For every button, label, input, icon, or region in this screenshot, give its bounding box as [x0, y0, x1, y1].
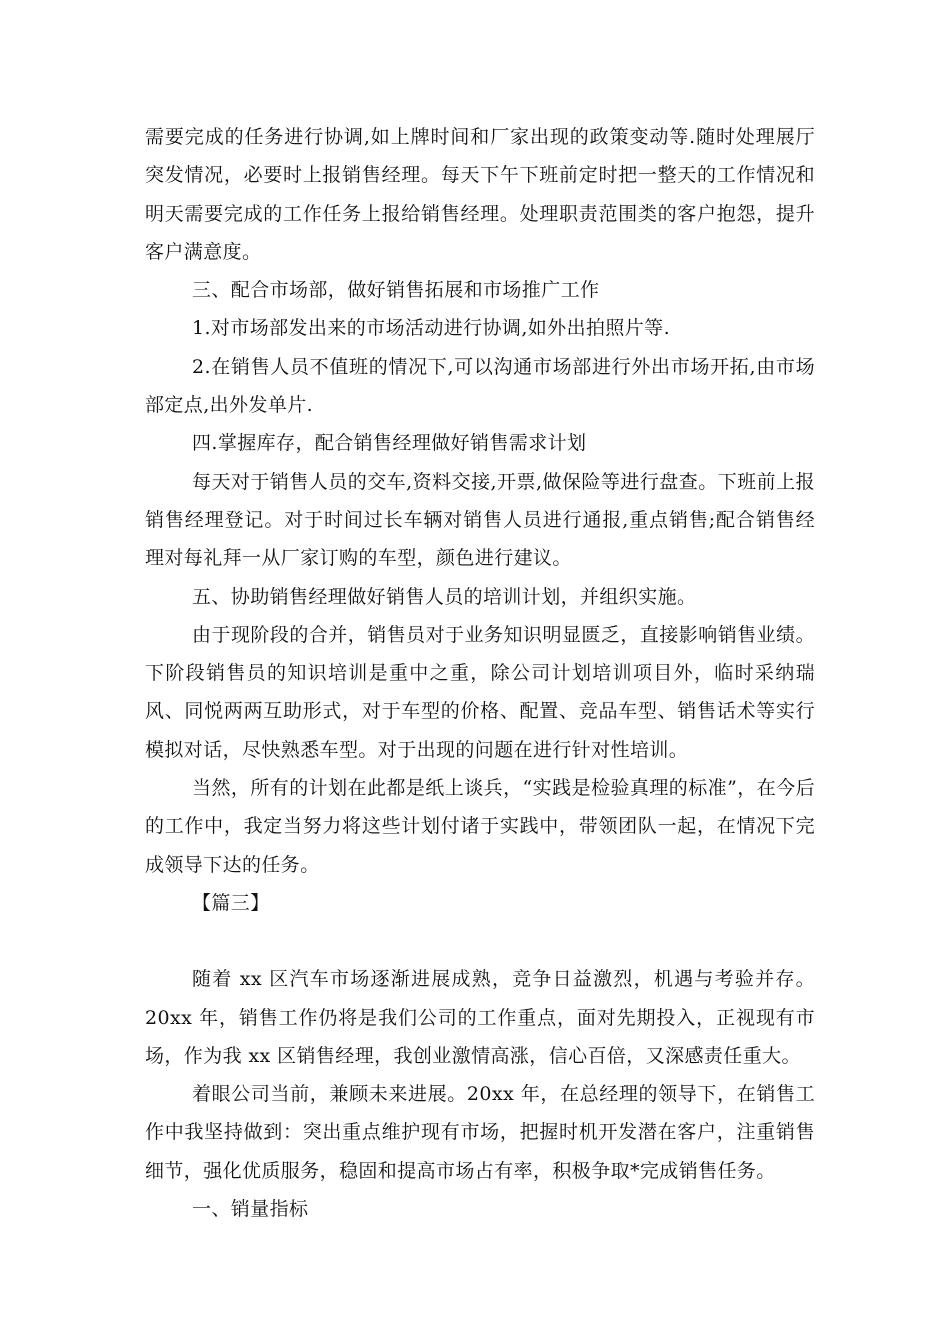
- list-item-2: 2.在销售人员不值班的情况下,可以沟通市场部进行外出市场开拓,由市场部定点,出外发单片.: [145, 355, 815, 417]
- section-heading-sales-target: 一、销量指标: [192, 1198, 309, 1221]
- paragraph-market: 随着 xx 区汽车市场逐渐进展成熟，竞争日益激烈，机遇与考验并存。20xx 年，销售工作仍将是我们公司的工作重点，面对先期投入，正视现有市场，作为我 xx 区销售经理，我创业激情高涨，信心百倍，又深感责任重大。: [145, 968, 815, 1067]
- paragraph-conclusion: 当然，所有的计划在此都是纸上谈兵，“实践是检验真理的标准”，在今后的工作中，我定当努力将这些计划付诸于实践中，带领团队一起，在情况下完成领导下达的任务。: [145, 777, 815, 876]
- part-heading: 【篇三】: [192, 891, 270, 914]
- paragraph-inventory: 每天对于销售人员的交车,资料交接,开票,做保险等进行盘查。下班前上报销售经理登记。对于时间过长车辆对销售人员进行通报,重点销售;配合销售经理对每礼拜一从厂家订购的车型，颜色进行建议。: [145, 470, 815, 570]
- list-item-1: 1.对市场部发出来的市场活动进行协调,如外出拍照片等.: [192, 317, 671, 340]
- paragraph-focus: 着眼公司当前，兼顾未来进展。20xx 年，在总经理的领导下，在销售工作中我坚持做到：突出重点维护现有市场，把握时机开发潜在客户，注重销售细节，强化优质服务，稳固和提高市场占有率，积极争取*完成销售任务。: [145, 1083, 815, 1182]
- document-body: [145, 118, 815, 1228]
- section-heading-3: 三、配合市场部，做好销售拓展和市场推广工作: [192, 279, 600, 302]
- section-heading-5: 五、协助销售经理做好销售人员的培训计划，并组织实施。: [192, 585, 697, 608]
- paragraph-training: 由于现阶段的合并，销售员对于业务知识明显匮乏，直接影响销售业绩。下阶段销售员的知识培训是重中之重，除公司计划培训项目外，临时采纳瑞风、同悦两两互助形式，对于车型的价格、配置、竞品车型、销售话术等实行模拟对话，尽快熟悉车型。对于出现的问题在进行针对性培训。: [145, 623, 815, 761]
- paragraph-continuation: 需要完成的任务进行协调,如上牌时间和厂家出现的政策变动等.随时处理展厅突发情况，必要时上报销售经理。每天下午下班前定时把一整天的工作情况和明天需要完成的工作任务上报给销售经理。处理职责范围类的客户抱怨，提升客户满意度。: [145, 126, 815, 263]
- section-heading-4: 四.掌握库存，配合销售经理做好销售需求计划: [192, 432, 587, 455]
- blank-line: [145, 922, 815, 960]
